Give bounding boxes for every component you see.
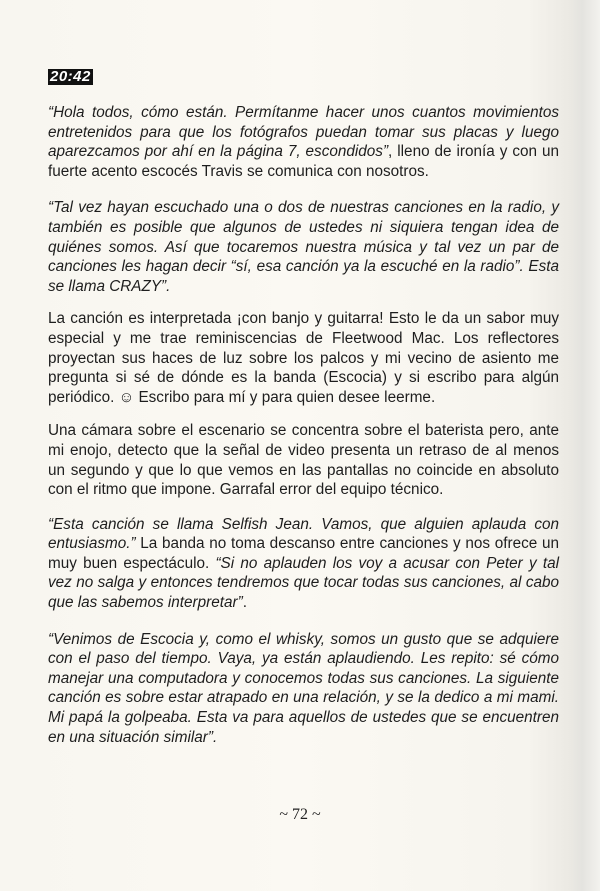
- narration-text: Una cámara sobre el escenario se concentra sobre el baterista pero, ante mi enojo, detecto que la señal de video presenta un retraso de al menos un segundo y que lo que vemos en las pantallas no coincide en absoluto con el ritmo que impone. Garrafal error del equipo técnico.: [48, 422, 559, 499]
- narration-text: .: [242, 594, 247, 612]
- quote-text: “Esta canción se llama Selfish Jean. Vamos, que alguien aplauda con entusiasmo.”: [48, 515, 559, 553]
- paragraph: [48, 198, 559, 296]
- body-text: [48, 103, 559, 761]
- quote-text: “Si no aplauden los voy a acusar con Peter y tal vez no salga y entonces tendremos que tocar todas sus canciones, al cabo que las sabemos interpretar”: [48, 554, 560, 612]
- narration-text: La canción es interpretada ¡con banjo y guitarra! Esto le da un sabor muy especial y me trae reminiscencias de Fleetwood Mac. Los reflectores proyectan sus haces de luz sobre los palcos y mi vecino de asiento me pregunta si sé de dónde es la banda (Escocia) y si escribo para algún periódico. ☺ Escribo para mí y para quien desee leerme.: [48, 310, 559, 406]
- narration-text: La banda no toma descanso entre canciones y nos ofrece un muy buen espectáculo.: [48, 535, 559, 572]
- paragraph: [48, 103, 559, 181]
- paragraph: [48, 630, 559, 748]
- paragraph: [48, 515, 559, 613]
- paragraph: [48, 421, 559, 499]
- narration-text: , lleno de ironía y con un fuerte acento escocés Travis se comunica con nosotros.: [48, 143, 559, 180]
- time-tag: 20:42: [50, 68, 91, 85]
- quote-text: “Hola todos, cómo están. Permítanme hacer unos cuantos movimientos entretenidos para que los fotógrafos puedan tomar sus placas y luego aparezcamos por ahí en la página 7, escondidos”: [48, 104, 559, 161]
- page-number: ~ 72 ~: [279, 806, 321, 823]
- quote-text: “Venimos de Escocia y, como el whisky, somos un gusto que se adquiere con el paso del tiempo. Vaya, ya están aplaudiendo. Les repito: sé cómo manejar una computadora y conocemos todas sus canciones. La siguiente canción es sobre estar atrapado en una relación, y se la dedico a mi mami. Mi papá la golpeaba. Esta va para aquellos de ustedes que se encuentren en una situación similar”.: [48, 630, 559, 746]
- paragraph: [48, 309, 559, 407]
- quote-text: “Tal vez hayan escuchado una o dos de nuestras canciones en la radio, y también es posible que algunos de ustedes ni siquiera tengan idea de quiénes somos. Así que tocaremos nuestra música y tal vez un par de canciones les hagan decir “sí, esa canción ya la escuché en la radio”. Esta se llama CRAZY”.: [48, 199, 559, 295]
